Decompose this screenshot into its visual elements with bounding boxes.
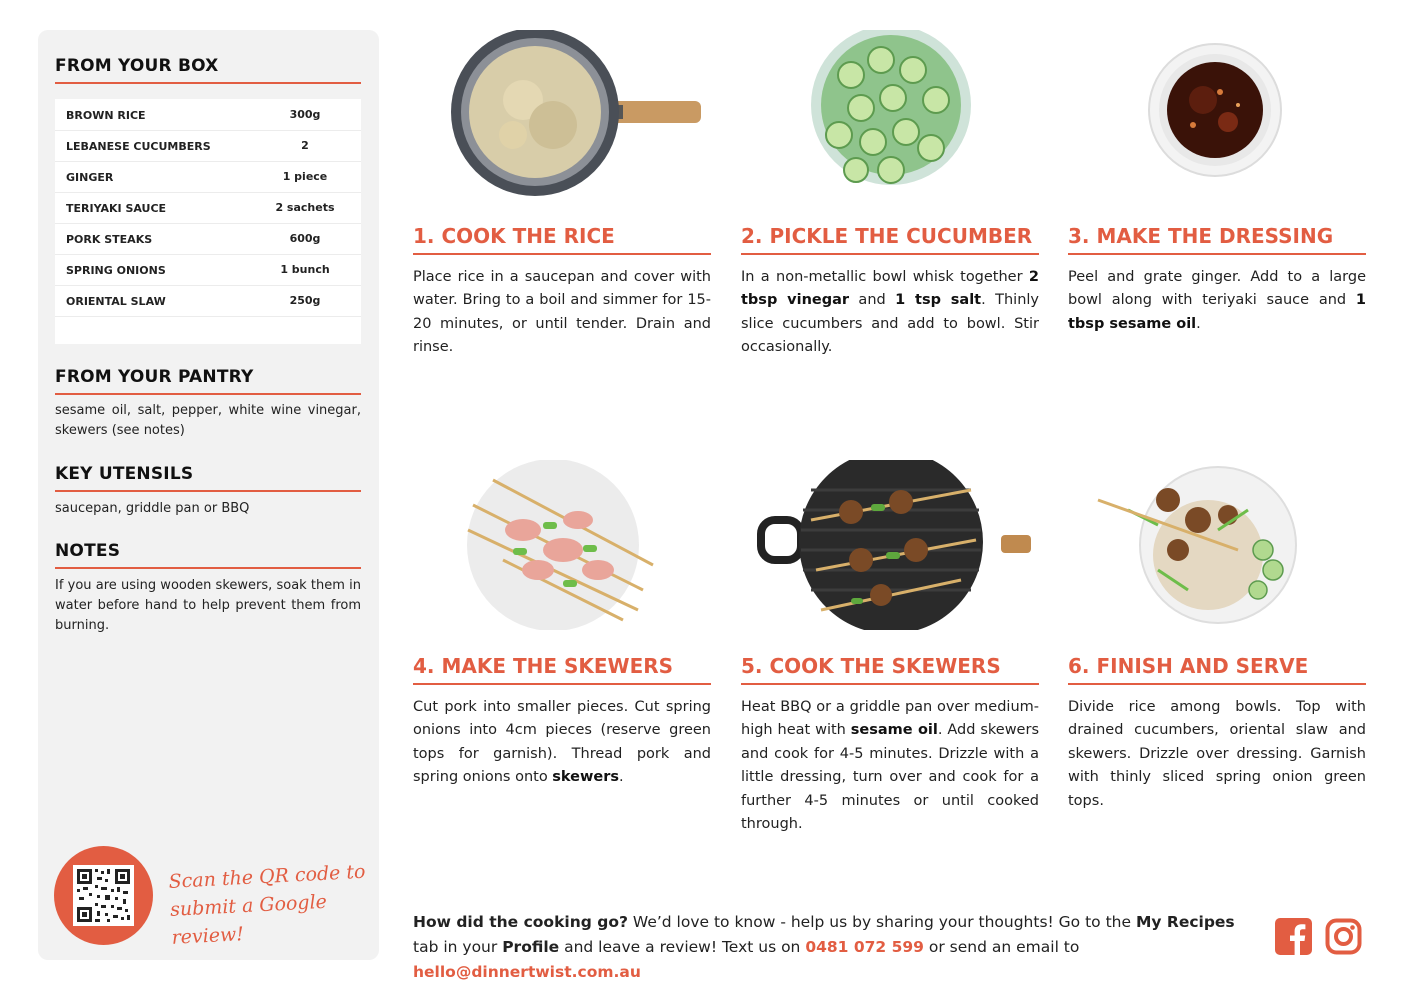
- section-divider: [55, 82, 361, 84]
- ingredient-row: [55, 223, 361, 255]
- ingredient-name: TERIYAKI SAUCE: [66, 202, 167, 215]
- qr-badge: [54, 846, 153, 945]
- notes-text: If you are using wooden skewers, soak them in water before hand to help prevent them from burning.: [55, 578, 361, 633]
- ingredient-name: ORIENTAL SLAW: [66, 295, 166, 308]
- ingredient-row: [55, 285, 361, 317]
- text-run: sesame oil: [850, 722, 938, 739]
- ingredient-qty: 2 sachets: [275, 201, 335, 214]
- feedback-message: [413, 910, 1263, 985]
- ingredient-name: GINGER: [66, 171, 114, 184]
- text-run: Divide rice among bowls. Top with drained cucumbers, oriental slaw and skewers. Drizzle over dressing. Garnish with thinly sliced spring onion green tops.: [1068, 699, 1366, 809]
- text-run: or send an email to: [923, 938, 1080, 956]
- step-divider: [1068, 683, 1366, 685]
- contact-link[interactable]: 0481 072 599: [805, 938, 924, 956]
- cucumber-bowl-image: [741, 30, 1039, 200]
- text-run: and: [849, 292, 896, 309]
- step-title: 5. COOK THE SKEWERS: [741, 654, 1001, 678]
- instagram-icon[interactable]: [1325, 918, 1362, 955]
- from-your-pantry-title: FROM YOUR PANTRY: [55, 367, 254, 387]
- text-run: 1 tbsp sesame oil: [1068, 292, 1366, 332]
- text-run: Profile: [502, 938, 560, 956]
- finished-bowl-image: [1068, 460, 1366, 630]
- griddle-pan-image: [741, 460, 1039, 630]
- text-run: 2 tbsp vinegar: [741, 269, 1039, 309]
- step-body: [1068, 696, 1366, 813]
- from-your-box-title: FROM YOUR BOX: [55, 56, 219, 76]
- ingredient-name: LEBANESE CUCUMBERS: [66, 140, 211, 153]
- step-title: 1. COOK THE RICE: [413, 224, 615, 248]
- qr-code[interactable]: [73, 865, 134, 926]
- key-utensils-title: KEY UTENSILS: [55, 464, 194, 484]
- section-divider: [55, 490, 361, 492]
- rice-strainer-image: [413, 30, 711, 200]
- ingredient-qty: 2: [301, 139, 309, 152]
- qr-code-icon: [73, 865, 134, 926]
- text-run: Heat BBQ or a griddle pan over medium-high heat with: [741, 699, 1039, 739]
- section-divider: [55, 567, 361, 569]
- step-body: [1068, 266, 1366, 336]
- ingredient-row: [55, 130, 361, 162]
- text-run: My Recipes: [1135, 913, 1235, 931]
- ingredient-row: [55, 99, 361, 131]
- sidebar: [38, 30, 379, 960]
- text-run: .: [1196, 315, 1201, 332]
- step-title: 3. MAKE THE DRESSING: [1068, 224, 1334, 248]
- ingredient-qty: 1 bunch: [280, 263, 330, 276]
- ingredient-qty: 250g: [289, 294, 321, 307]
- text-run: Peel and grate ginger. Add to a large bowl along with teriyaki sauce and: [1068, 269, 1366, 309]
- ingredient-qty: 600g: [289, 232, 321, 245]
- text-run: .: [619, 769, 624, 786]
- ingredients-table: [55, 99, 361, 344]
- ingredient-name: SPRING ONIONS: [66, 264, 166, 277]
- contact-link[interactable]: hello@dinnertwist.com.au: [413, 963, 641, 981]
- step-divider: [741, 253, 1039, 255]
- ingredient-name: BROWN RICE: [66, 109, 146, 122]
- text-run: . Add skewers and cook for 4-5 minutes. Drizzle with a little dressing, turn over and cook for a further 4-5 minutes or until cooked through.: [741, 722, 1039, 833]
- step-divider: [741, 683, 1039, 685]
- step-title: 2. PICKLE THE CUCUMBER: [741, 224, 1033, 248]
- utensils-text: saucepan, griddle pan or BBQ: [55, 501, 250, 516]
- notes-title: NOTES: [55, 541, 121, 561]
- facebook-icon[interactable]: [1275, 918, 1312, 955]
- step-divider: [1068, 253, 1366, 255]
- step-title: 6. FINISH AND SERVE: [1068, 654, 1309, 678]
- text-run: In a non-metallic bowl whisk together: [741, 269, 1029, 285]
- text-run: Cut pork into smaller pieces. Cut spring onions into 4cm pieces (reserve green tops for garnish). Thread pork and spring onions onto: [413, 699, 711, 786]
- text-run: . Thinly slice cucumbers and add to bowl. Stir occasionally.: [741, 292, 1039, 356]
- text-run: We’d love to know - help us by sharing your thoughts! Go to the: [627, 913, 1136, 931]
- step-divider: [413, 253, 711, 255]
- ingredient-qty: 1 piece: [282, 170, 328, 183]
- step-body: [413, 266, 711, 360]
- text-run: and leave a review! Text us on: [559, 938, 806, 956]
- raw-skewers-image: [413, 460, 711, 630]
- ingredient-row: [55, 161, 361, 193]
- text-run: tab in your: [413, 938, 503, 956]
- ingredient-row: [55, 192, 361, 224]
- ingredient-name: PORK STEAKS: [66, 233, 153, 246]
- section-divider: [55, 393, 361, 395]
- step-body: [413, 696, 711, 790]
- dressing-bowl-image: [1068, 30, 1366, 200]
- step-title: 4. MAKE THE SKEWERS: [413, 654, 674, 678]
- step-divider: [413, 683, 711, 685]
- text-run: How did the cooking go?: [413, 913, 628, 931]
- text-run: Place rice in a saucepan and cover with water. Bring to a boil and simmer for 15-20 minutes, or until tender. Drain and rinse.: [413, 269, 711, 356]
- step-body: [741, 696, 1039, 836]
- pantry-text: sesame oil, salt, pepper, white wine vinegar, skewers (see notes): [55, 403, 361, 438]
- step-body: [741, 266, 1039, 360]
- text-run: skewers: [552, 769, 620, 786]
- ingredient-qty: 300g: [289, 108, 321, 121]
- qr-caption: [168, 858, 372, 952]
- qr-caption-line: submit a Google review!: [169, 890, 328, 949]
- text-run: 1 tsp salt: [895, 292, 982, 309]
- ingredient-row: [55, 254, 361, 286]
- qr-caption-line: Scan the QR code to: [168, 860, 366, 893]
